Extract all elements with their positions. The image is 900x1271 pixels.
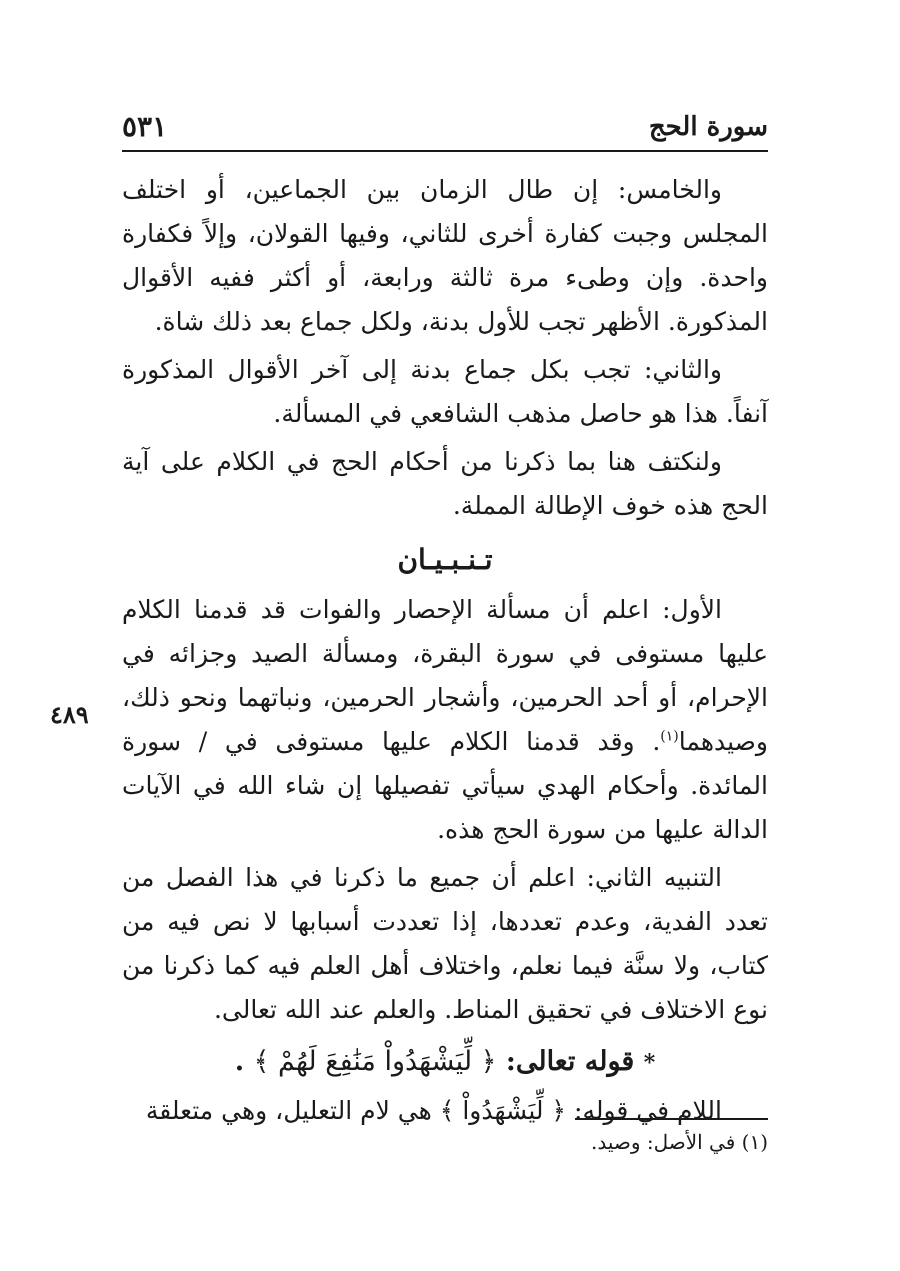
verse-end: .: [234, 1046, 245, 1077]
paragraph-first-note: [122, 588, 768, 852]
running-title: سورة الحج: [648, 112, 768, 142]
quran-verse: ﴿ لِّيَشْهَدُواْ مَنَٰفِعَ لَهُمْ ﴾: [253, 1046, 497, 1077]
section-heading: تـنـبـيـان: [397, 543, 493, 576]
header-rule: [122, 150, 768, 152]
verse-line: [122, 1040, 768, 1085]
body-text: [122, 168, 768, 1133]
paragraph-second-note: التنبيه الثاني: اعلم أن جميع ما ذكرنا في هذا الفصل من تعدد الفدية، وعدم تعددها، إذا تعددت أسبابها لا نص فيه من كتاب، ولا سنَّة فيما نعلم، واختلاف أهل العلم فيه كما ذكرنا من نوع الاختلاف في تحقيق المناط. والعلم عند الله تعالى.: [122, 863, 768, 1024]
margin-page-marker: ٤٨٩: [50, 700, 89, 729]
footnote-reference: (١): [660, 728, 679, 745]
lam-intro: اللام في قوله:: [574, 1096, 722, 1125]
asterisk-icon: *: [643, 1050, 656, 1076]
paragraph-fifth-opinion: والخامس: إن طال الزمان بين الجماعين، أو اختلف المجلس وجبت كفارة أخرى للثاني، وفيها القولان، وإلاً فكفارة واحدة. وإن وطىء مرة ثالثة ورابعة، أو أكثر ففيه الأقوال المذكورة. الأظهر تجب للأول بدنة، ولكل جماع بعد ذلك شاة.: [122, 175, 768, 336]
footnote-rule: [575, 1118, 768, 1120]
paragraph-lam-explanation: [122, 1089, 768, 1133]
paragraph-second-opinion: والثاني: تجب بكل جماع بدنة إلى آخر الأقوال المذكورة آنفاً. هذا هو حاصل مذهب الشافعي في المسألة.: [122, 355, 768, 428]
verse-intro: قوله تعالى:: [505, 1046, 635, 1077]
footnote: (١) في الأصل: وصيد.: [590, 1130, 768, 1154]
paragraph-conclusion: ولنكتف هنا بما ذكرنا من أحكام الحج في الكلام على آية الحج هذه خوف الإطالة المملة.: [122, 447, 768, 520]
first-note-continuation: . وقد قدمنا الكلام عليها مستوفى في / سورة المائدة. وأحكام الهدي سيأتي تفصيلها إن شاء الله في الآيات الدالة عليها من سورة الحج هذه.: [122, 727, 768, 844]
first-note-text: الأول: اعلم أن مسألة الإحصار والفوات قد قدمنا الكلام عليها مستوفى في سورة البقرة، ومسألة الصيد وجزائه في الإحرام، أو أحد الحرمين، وأشجار الحرمين، ونباتهما ونحو ذلك، وصيدهما: [122, 595, 768, 756]
quran-quote: ﴿ لِّيَشْهَدُواْ ﴾: [439, 1096, 567, 1125]
page-header: [122, 108, 768, 148]
lam-continuation: هي لام التعليل، وهي متعلقة: [145, 1096, 432, 1125]
page-number: ٥٣١: [122, 110, 168, 143]
